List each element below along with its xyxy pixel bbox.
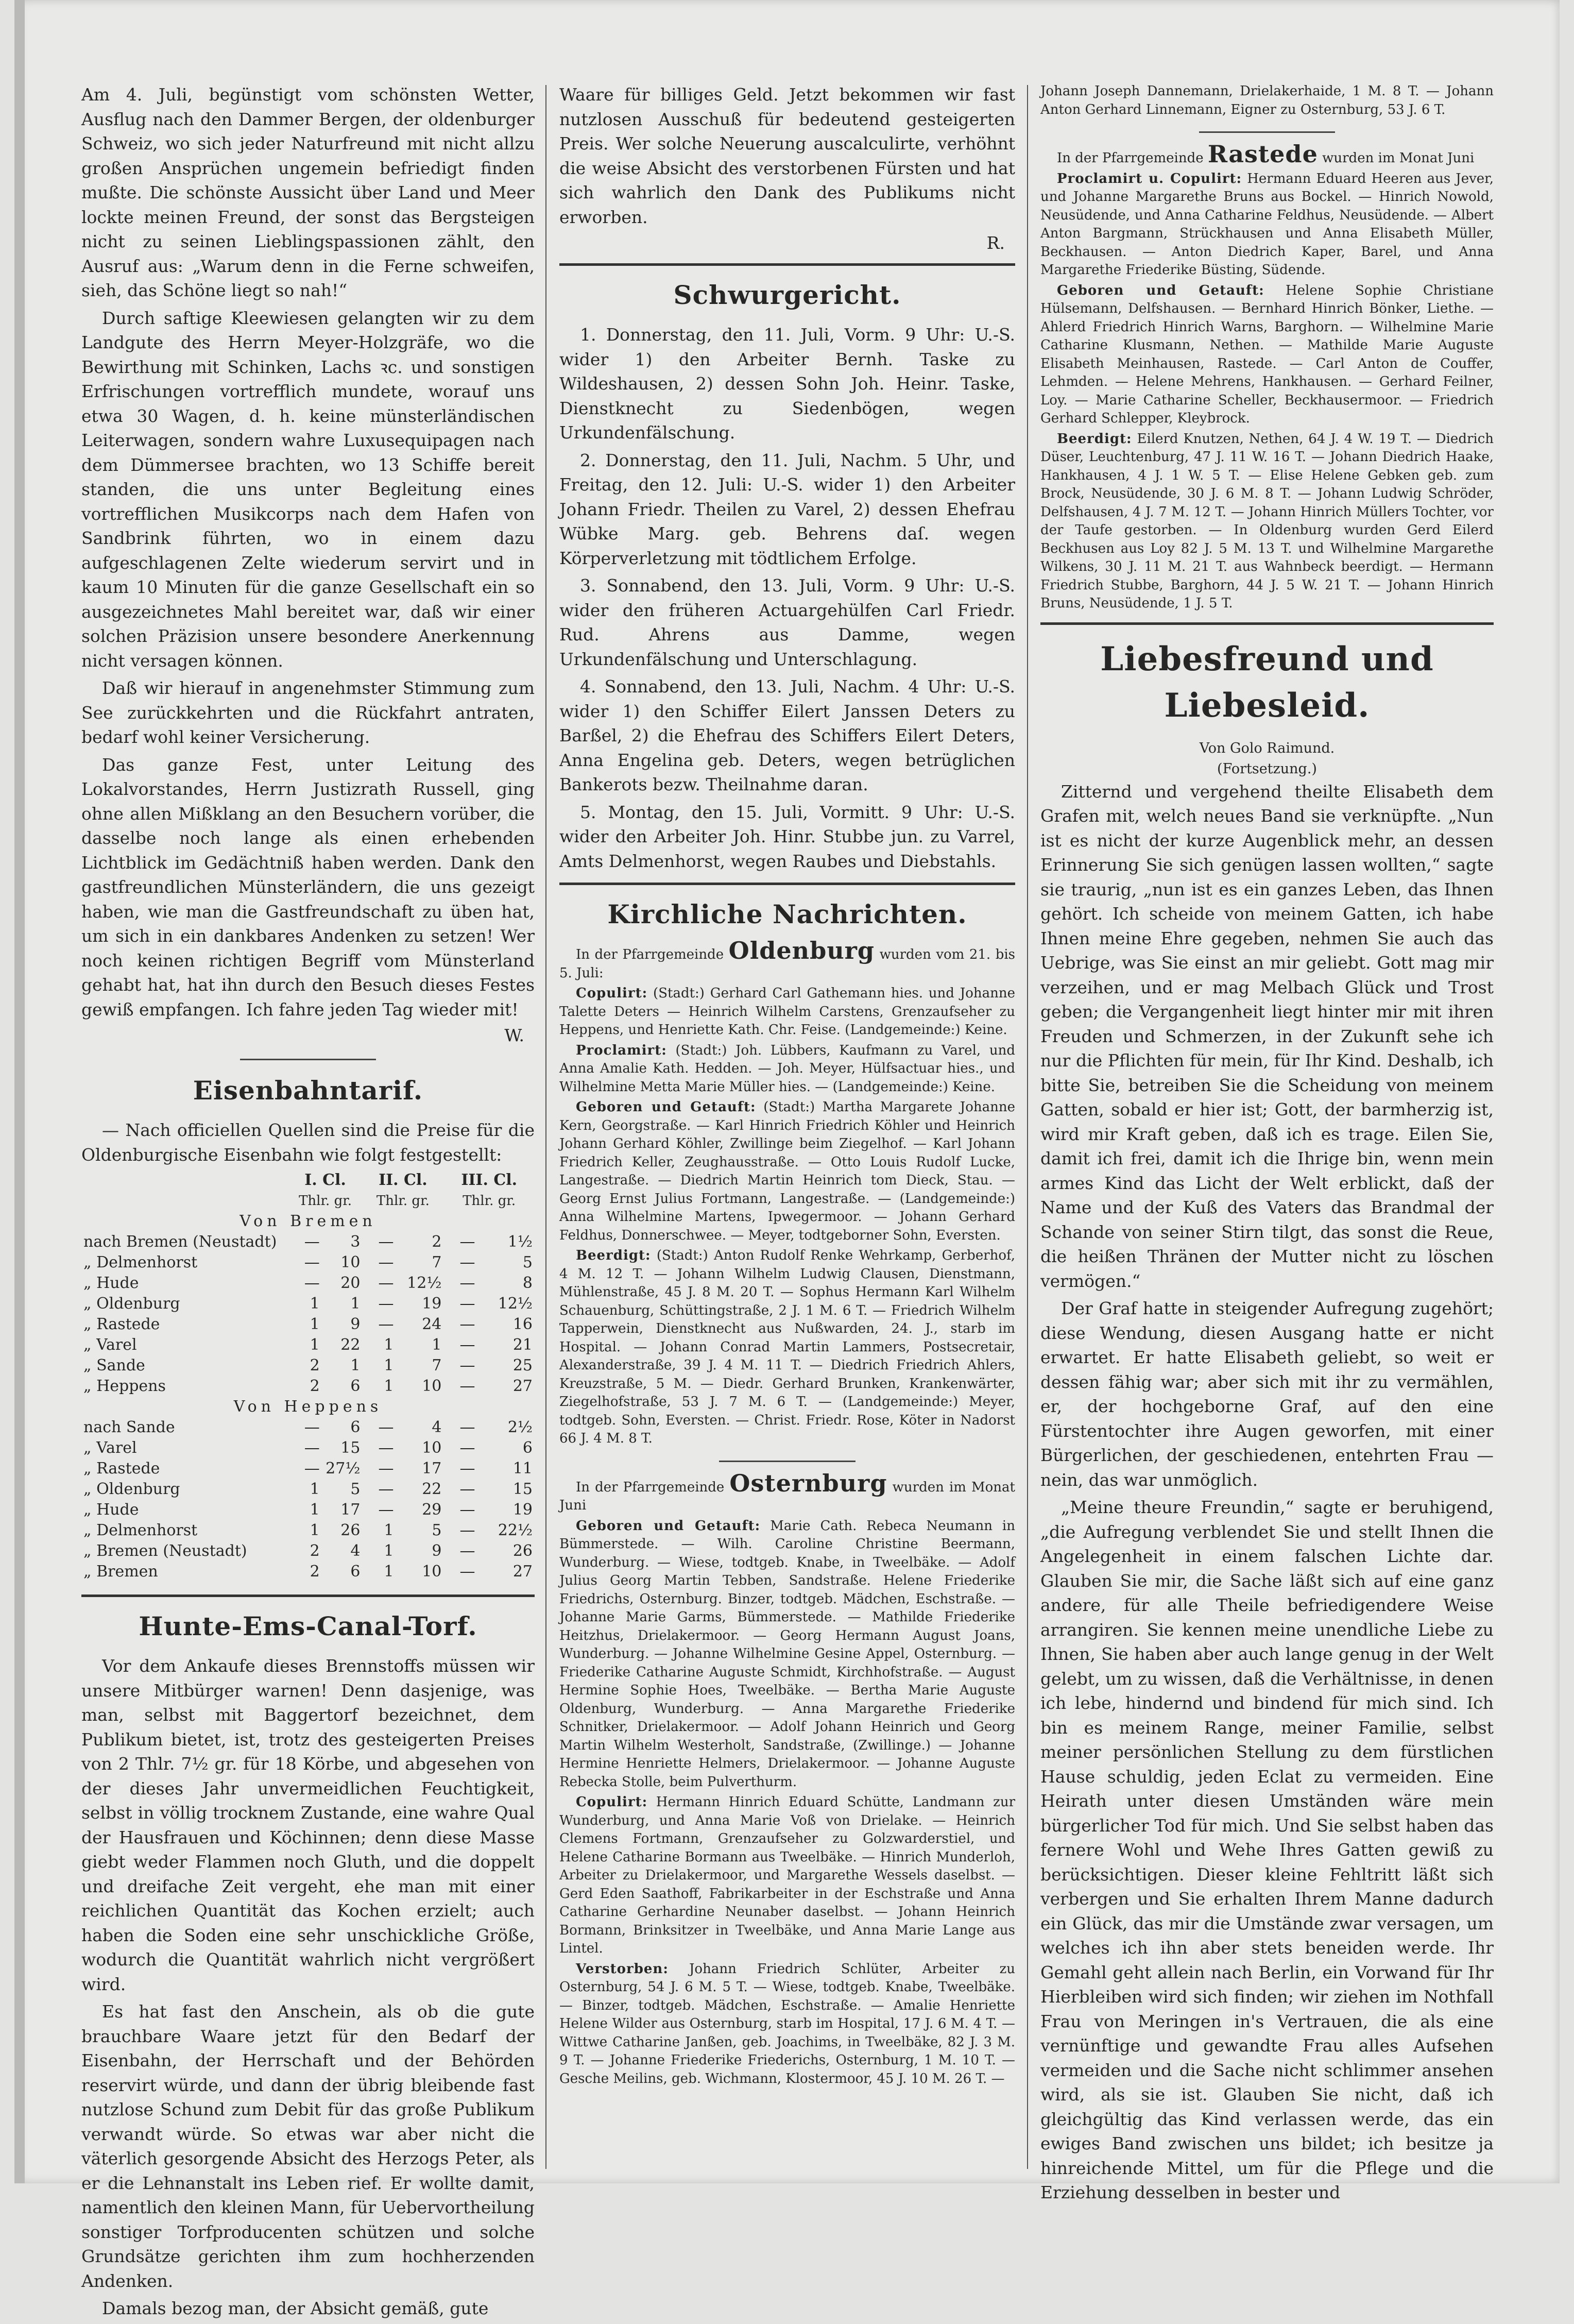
fare-cell: —	[304, 1439, 320, 1457]
fare-cell: 27	[512, 1563, 533, 1581]
fare-row	[81, 1335, 535, 1355]
fare-row	[81, 1500, 535, 1520]
fare-cell: 1	[384, 1356, 394, 1375]
fare-cell: 6	[350, 1377, 361, 1395]
destination-cell: „ Delmenhorst	[83, 1521, 198, 1539]
fare-cell: —	[459, 1315, 475, 1333]
destination-cell: „ Varel	[83, 1336, 137, 1354]
fare-cell: —	[459, 1253, 475, 1271]
destination-cell: „ Rastede	[83, 1315, 160, 1333]
fare-cell: 26	[512, 1542, 533, 1560]
unit-header: Thlr. gr.	[299, 1193, 352, 1209]
fare-cell: —	[378, 1315, 394, 1333]
entry-label: Proclamirt:	[576, 1042, 667, 1058]
newspaper-page	[14, 0, 1560, 2318]
court-case: 2. Donnerstag, den 11. Juli, Nachm. 5 Uhr, und Freitag, den 12. Juli: U.-S. wider 1) den Arbeiter Johann Friedr. Theilen zu Varel, 2) dessen Ehefrau Wübke Marg. geb. Behrens daſ. wegen Körperverletzung mit tödtlichem Erfolge.	[559, 450, 1015, 568]
fare-cell: —	[304, 1233, 320, 1251]
divider	[1040, 622, 1494, 625]
section-heading: Hunte-Ems-Canal-Torf.	[139, 1611, 477, 1641]
fare-cell: 1	[432, 1336, 442, 1354]
destination-cell: „ Sande	[83, 1356, 145, 1375]
fare-row	[81, 1438, 535, 1458]
paragraph: Damals bezog man, der Absicht gemäß, gute	[102, 2298, 489, 2318]
destination-cell: „ Bremen (Neustadt)	[83, 1542, 247, 1560]
destination-cell: nach Bremen (Neustadt)	[83, 1233, 277, 1251]
paragraph: Es hat fast den Anschein, als ob die gute brauchbare Waare jetzt für den Bedarf der Eisenbahn, der Herrschaft und der Behörden reservirt würde, und dann der übrig bleibende fast nutzlose Schund zum Debit für das große Publikum verwandt würde. So etwas war aber nicht die väterlich gesorgende Absicht des Herzogs Peter, als er die Lehnanstalt ins Leben rief. Er wollte damit, namentlich den kleinen Mann, für Uebervortheilung sonstiger Torfproducenten schützen und solche Grundsätze gerichten ihm zum hochherzenden Andenken.	[81, 2001, 535, 2291]
parish-name: Oldenburg	[728, 937, 875, 964]
paragraph: „Meine theure Freundin,“ sagte er beruhigend, „die Aufregung verblendet Sie und stellt Ihnen die Angelegenheit in einem falschen Lichte dar. Glauben Sie mir, die Sache läßt sich auf eine ganz andere, für alle Theile befriedigendere Weise arrangiren. Sie kennen meine unendliche Liebe zu Ihnen, Sie haben aber auch lange genug in der Welt gelebt, um zu wissen, daß die Verhältnisse, in denen ich lebe, hindernd und bindend für mich sind. Ich bin es meinem Range, meiner Familie, selbst meiner persönlichen Stellung zu dem fürstlichen Hause schuldig, jeden Eclat zu vermeiden. Eine Heirath unter diesen Umständen wäre mein bürgerlicher Tod für mich. Und Sie selbst haben das fernere Wohl und Wehe Ihres Gatten gewiß zu berücksichtigen. Dieser kleine Fehltritt läßt sich verbergen und Sie erhalten Ihrem Manne dadurch ein Glück, das mir die Umstände zwar versagen, um welches ich ihn aber stets beneiden werde. Ihr Gemahl geht allein nach Berlin, ein Vorwand für Ihr Hierbleiben wird sich finden; wir ziehen im Nothfall Frau von Meringen in's Vertrauen, die als eine vernünftige und gewandte Frau alles Aufsehen vermeiden und die Sache nicht schlimmer ansehen wird, als sie ist. Glauben Sie nicht, daß ich gleichgültig das Kind verlassen werde, das ein ewiges Band zwischen uns bildet; ich besitze ja hinreichende Mittel, um für die Pflege und die Erziehung desselben in bester und	[1040, 1497, 1494, 2202]
destination-cell: „ Varel	[83, 1439, 137, 1457]
entry-label: Geboren und Getauft:	[1057, 282, 1264, 298]
column-rule	[545, 85, 546, 2169]
fare-cell: 22	[422, 1480, 442, 1498]
fare-cell: 5	[350, 1480, 361, 1498]
fare-cell: —	[459, 1521, 475, 1539]
parish-intro	[559, 937, 1015, 982]
parish-intro-text: In der Pfarrgemeinde	[1057, 150, 1204, 166]
feuilleton-article	[1040, 636, 1494, 2205]
entry-label: Copulirt:	[576, 1794, 648, 1810]
destination-cell: „ Oldenburg	[83, 1295, 180, 1313]
fare-cell: 1	[310, 1295, 320, 1313]
fare-cell: —	[459, 1563, 475, 1581]
register-entry	[559, 1793, 1015, 1958]
fare-cell: —	[459, 1542, 475, 1560]
fare-cell: 2	[432, 1233, 442, 1251]
fare-cell: —	[304, 1460, 320, 1478]
divider	[719, 1461, 856, 1462]
fare-cell: —	[378, 1253, 394, 1271]
parish-intro-text: wurden im Monat Juni	[1322, 150, 1475, 166]
unit-header: Thlr. gr.	[463, 1193, 516, 1209]
fare-cell: 12½	[407, 1274, 442, 1292]
eisenbahntarif-article	[81, 1073, 535, 1582]
fare-cell: 10	[340, 1253, 361, 1271]
register-entry	[1040, 430, 1494, 613]
register-entry	[1040, 282, 1494, 428]
fare-cell: 22	[340, 1336, 361, 1354]
fare-cell: —	[304, 1274, 320, 1292]
entry-label: Copulirt:	[576, 986, 648, 1001]
fare-cell: —	[378, 1480, 394, 1498]
register-entry	[559, 1960, 1015, 2089]
fare-cell: 24	[422, 1315, 442, 1333]
parish-intro	[1040, 140, 1494, 168]
entry-label: Beerdigt:	[576, 1248, 651, 1263]
paragraph: Daß wir hierauf in angenehmster Stimmung zum See zurückkehrten und die Rückfahrt antraten, bedarf wohl keiner Versicherung.	[81, 678, 535, 747]
fare-cell: 29	[422, 1501, 442, 1519]
story-author: Von Golo Raimund.	[1199, 740, 1335, 756]
register-entry	[1040, 170, 1494, 280]
origin-label: Von Bremen	[239, 1212, 377, 1230]
register-entry	[559, 985, 1015, 1040]
entry-label: Geboren und Getauft:	[576, 1099, 756, 1115]
destination-cell: „ Bremen	[83, 1563, 158, 1581]
fare-cell: 7	[432, 1253, 442, 1271]
fare-cell: 16	[512, 1315, 533, 1333]
section-heading: Schwurgericht.	[673, 280, 901, 310]
entry-text: Helene Sophie Christiane Hülsemann, Delfshausen. — Bernhard Hinrich Bönker, Liethe. — Ahlerd Friedrich Hinrich Warns, Barghorn. — Wilhelmine Marie Catharine Klusmann, Nethen. — Mathilde Marie Auguste Elisabeth Meinhausen, Rastede. — Carl Anton de Couffer, Lehmden. — Helene Mehrens, Hankhausen. — Gerhard Feilner, Loy. — Marie Catharine Scheller, Beckhausermoor. — Friedrich Gerhard Schlepper, Kleybrock.	[1040, 282, 1494, 426]
fare-cell: 1	[384, 1377, 394, 1395]
section-heading: Eisenbahntarif.	[193, 1075, 423, 1106]
fare-cell: 1	[310, 1501, 320, 1519]
fare-cell: 27½	[326, 1460, 361, 1478]
unit-header: Thlr. gr.	[376, 1193, 430, 1209]
parish-intro-text: In der Pfarrgemeinde	[576, 1479, 725, 1495]
signature: W.	[504, 1025, 524, 1045]
fare-cell: —	[378, 1439, 394, 1457]
parish-intro	[559, 1469, 1015, 1515]
destination-cell: „ Oldenburg	[83, 1480, 180, 1498]
fare-cell: 4	[350, 1542, 361, 1560]
fare-cell: —	[378, 1501, 394, 1519]
column-3	[1040, 82, 1494, 2208]
divider	[1199, 131, 1335, 133]
fare-cell: —	[459, 1439, 475, 1457]
fare-cell: 7	[432, 1356, 442, 1375]
register-entry	[559, 1098, 1015, 1245]
fare-cell: 17	[340, 1501, 361, 1519]
entry-label: Verstorben:	[576, 1961, 669, 1977]
parish-name: Rastede	[1207, 140, 1318, 168]
fare-cell: 6	[522, 1439, 533, 1457]
fare-row	[81, 1314, 535, 1335]
fare-cell: 2½	[507, 1418, 533, 1436]
fare-cell: 1	[384, 1336, 394, 1354]
paragraph: Zitternd und vergehend theilte Elisabeth dem Grafen mit, welch neues Band sie verknüpfte. „Nun ist es nicht der kurze Augenblick mehr, an dessen Erinnerung Sie sich genügen lassen wollten,“ sagte sie traurig, „nun ist es ein ganzes Leben, das Ihnen gehört. Ich scheide von meinem Gatten, ich habe Ihnen meine Ehre gegeben, nehmen Sie auch das Uebrige, was Sie einst an mir geliebt. Gott mag mir verzeihen, und er mag Melbach Glück und Trost geben; die Vergangenheit liegt hinter mir mit ihren Freuden und Schmerzen, in der Zukunft sehe ich nur die Pflichten für mein, für Ihr Kind. Deshalb, ich bitte Sie, betreiben Sie die Scheidung von meinem Gatten, sobald er hier ist; Gott, der barmherzig ist, wird mir Kraft geben, daß ich es trage. Eilen Sie, damit ich frei, damit ich die Ihrige bin, wenn mein armes Kind das Licht der Welt erblickt, daß der Name und der Kuß des Vaters das Brandmal der Schande von seiner Stirn tilgt, das sonst die Reue, die heißen Thränen der Mutter nicht zu löschen vermögen.“	[1040, 781, 1494, 1291]
destination-cell: „ Rastede	[83, 1460, 160, 1478]
fare-cell: 11	[512, 1460, 533, 1478]
fare-row	[81, 1562, 535, 1582]
paragraph: Der Graf hatte in steigender Aufregung zugehört; diese Wendung, diesen Ausgang hatte er nicht erwartet. Er hatte Elisabeth geliebt, so weit er dessen fähig war; aber sich mit ihr zu vermählen, er, der hochgeborne Graf, auf den eine Fürstentochter ihre Augen geworfen, mit einer Bürgerlichen, der geschiedenen, entehrten Frau — nein, das war unmöglich.	[1040, 1298, 1494, 1490]
fare-cell: —	[459, 1356, 475, 1375]
entry-text: (Stadt:) Joh. Lübbers, Kaufmann zu Varel, und Anna Amalie Kath. Hedden. — Joh. Meyer, Hülfsactuar hies., und Wilhelmine Metta Marie Müller hies. — (Landgemeinde:) Keine.	[559, 1042, 1015, 1095]
story-continuation-note: (Fortsetzung.)	[1217, 760, 1317, 777]
paragraph: Durch saftige Kleewiesen gelangten wir zu dem Landgute des Herrn Meyer-Holzgräfe, wo die Bewirthung mit Schinken, Lachs ꝛc. und sonstigen Erfrischungen vortrefflich mundete, worauf uns etwa 30 Wagen, d. h. keine münsterländischen Leiterwagen, sondern wahre Luxusequipagen nach dem Dümmersee brachten, wo 13 Schiffe bereit standen, die uns unter Begleitung eines vortrefflichen Musikcorps nach dem Hafen von Sandbrink führten, wo in einem dazu aufgeschlagenen Zelte wiederum servirt und in kaum 10 Minuten für die ganze Gesellschaft ein so ausgezeichnetes Mahl bereitet war, daß wir einer solchen Präzision unsere besondere Anerkennung nicht versagen können.	[81, 308, 535, 671]
fare-cell: —	[304, 1418, 320, 1436]
fare-cell: 9	[432, 1542, 442, 1560]
fare-cell: —	[378, 1233, 394, 1251]
fare-cell: 5	[522, 1253, 533, 1271]
fare-cell: —	[459, 1501, 475, 1519]
register-entry	[559, 1517, 1015, 1792]
entry-label: Geboren und Getauft:	[576, 1518, 761, 1534]
fare-cell: 17	[422, 1460, 442, 1478]
fare-cell: —	[378, 1295, 394, 1313]
fare-cell: 1	[310, 1315, 320, 1333]
fare-cell: —	[459, 1418, 475, 1436]
fare-cell: —	[378, 1460, 394, 1478]
fare-cell: 2	[310, 1356, 320, 1375]
entry-text: (Stadt:) Gerhard Carl Gathemann hies. und Johanne Talette Deters — Heinrich Wilhelm Carstens, Grenzaufseher zu Heppens, und Henriette Kath. Chr. Feise. (Landgemeinde:) Keine.	[559, 986, 1015, 1038]
fare-cell: 8	[522, 1274, 533, 1292]
fare-cell: 10	[422, 1439, 442, 1457]
fare-cell: —	[304, 1253, 320, 1271]
story-title: Liebesfreund und Liebesleid.	[1100, 639, 1434, 725]
binding-edge	[14, 0, 25, 2183]
fare-row	[81, 1232, 535, 1252]
paragraph: Waare für billiges Geld. Jetzt bekommen wir fast nutzlosen Ausschuß für bedeutend gesteigerten Preis. Wer solche Neuerung auscalculirte, verhöhnt die weise Absicht des verstorbenen Fürsten und hat sich wahrlich den Dank des Publikums nicht erworben.	[559, 84, 1015, 227]
entry-text: Eilerd Knutzen, Nethen, 64 J. 4 W. 19 T. — Diedrich Düser, Leuchtenburg, 47 J. 11 W. 16 T. — Johann Diedrich Haake, Hankhausen, 4 J. 1 W. 5 T. — Elise Helene Gebken geb. zum Brock, Neusüdende, 30 J. 6 M. 8 T. — Johann Ludwig Schröder, Delfshausen, 4 J. 7 M. 12 T. — Johann Hinrich Müllers Tochter, vor der Taufe gestorben. — In Oldenburg wurden Gerd Eilerd Beckhusen aus Loy 82 J. 5 M. 13 T. und Wilhelmine Margarethe Wilkens, 30 J. 11 M. 21 T. aus Wahnbeck beerdigt. — Hermann Friedrich Stubbe, Barghorn, 44 J. 5 W. 21 T. — Johann Hinrich Bruns, Neusüdende, 1 J. 5 T.	[1040, 431, 1494, 611]
fare-cell: 3	[350, 1233, 361, 1251]
fare-row	[81, 1479, 535, 1500]
column-2	[559, 82, 1015, 2090]
destination-cell: „ Hude	[83, 1501, 139, 1519]
torf-article	[81, 1608, 535, 2321]
fare-cell: 1	[384, 1521, 394, 1539]
fare-cell: 15	[340, 1439, 361, 1457]
class-header: II. Cl.	[379, 1171, 427, 1189]
fare-cell: 4	[432, 1418, 442, 1436]
parish-name: Osternburg	[729, 1469, 887, 1497]
fare-cell: 1	[310, 1521, 320, 1539]
fare-cell: 1	[384, 1542, 394, 1560]
fare-cell: —	[459, 1233, 475, 1251]
parish-intro-text: wurden im Monat Juni	[559, 1479, 1015, 1513]
fare-cell: —	[459, 1480, 475, 1498]
section-heading: Kirchliche Nachrichten.	[607, 899, 967, 929]
fare-cell: 20	[340, 1274, 361, 1292]
paragraph: Am 4. Juli, begünstigt vom schönsten Wetter, Ausflug nach den Dammer Bergen, der oldenburger Schweiz, wo sich jeder Naturfreund mit nicht allzu großen Ansprüchen ungemein befriedigt finden mußte. Die schönste Aussicht über Land und Meer lockte meinen Freund, der sonst das Bergsteigen nicht zu seinen Lieblingspassionen zählt, den Ausruf aus: „Warum denn in die Ferne schweifen, sieh, das Schöne liegt so nah!“	[81, 84, 535, 300]
court-case: 4. Sonnabend, den 13. Juli, Nachm. 4 Uhr: U.-S. wider 1) den Schiffer Eilert Janssen Deters zu Barßel, 2) die Ehefrau des Schiffers Eilert Deters, Anna Engelina geb. Deters, wegen betrüglichen Bankerots bezw. Theilnahme daran.	[559, 676, 1015, 794]
register-entry	[559, 1042, 1015, 1097]
fare-table	[81, 1170, 535, 1582]
fare-cell: 22½	[498, 1521, 533, 1539]
fare-cell: —	[378, 1274, 394, 1292]
fare-cell: —	[459, 1274, 475, 1292]
signature: R.	[986, 233, 1005, 253]
divider	[559, 263, 1015, 266]
fare-cell: 25	[512, 1356, 533, 1375]
fare-cell: 1	[350, 1356, 361, 1375]
fare-row	[81, 1376, 535, 1397]
court-case: 1. Donnerstag, den 11. Juli, Vorm. 9 Uhr: U.-S. wider 1) den Arbeiter Bernh. Taske zu Wildeshausen, 2) dessen Sohn Joh. Heinr. Taske, Dienstknecht zu Siedenbögen, wegen Urkundenfälschung.	[559, 325, 1015, 443]
entry-text: Hermann Eduard Heeren aus Jever, und Johanne Margarethe Bruns aus Bockel. — Hinrich Nowold, Neusüdende, und Anna Catharine Feldhus, Neusüdende. — Albert Anton Bargmann, Strückhausen und Anna Elisabeth Müller, Beckhausen. — Anton Diedrich Kaper, Barel, und Anna Margarethe Friederike Büsting, Südende.	[1040, 171, 1494, 278]
entry-text: (Stadt:) Anton Rudolf Renke Wehrkamp, Gerberhof, 4 M. 12 T. — Johann Wilhelm Ludwig Clausen, Dienstmann, Mühlenstraße, 45 J. 8 M. 20 T. — Sophus Hermann Karl Wilhelm Schauenburg, Schüttingstraße, 2 J. 1 M. 6 T. — Friedrich Wilhelm Tapperwein, Dienstknecht aus Nußwarden, 24. J., starb im Hospital. — Johann Conrad Martin Lammers, Postsecretair, Alexanderstraße, 39 J. 4 M. 11 T. — Diedrich Friedrich Ahlers, Kreuzstraße, 5 M. — Diedr. Gerhard Brunken, Krankenwärter, Ziegelhofstraße, 53 J. 7 M. 6 T. — (Landgemeinde:) Meyer, todtgeb. Sohn, Eversten. — Christ. Friedr. Rose, Köter in Nadorst 66 J. 4 M. 8 T.	[559, 1248, 1016, 1446]
fare-cell: 6	[350, 1418, 361, 1436]
fare-cell: 1	[310, 1480, 320, 1498]
ausflug-article	[81, 82, 535, 1046]
fare-row	[81, 1294, 535, 1314]
fare-cell: —	[459, 1460, 475, 1478]
entry-text: (Stadt:) Martha Margarete Johanne Kern, Georgstraße. — Karl Hinrich Friedrich Köhler und Heinrich Johann Gerhard Köhler, Zwillinge beim Ziegelhof. — Karl Johann Friedrich Keller, Zeughausstraße. — Otto Louis Rudolf Lucke, Langestraße. — Diedrich Martin Heinrich tom Dieck, Stau. — Georg Ernst Julius Fortmann, Langestraße. — (Landgemeinde:) Anna Wilhelmine Martens, Ipwegermoor. — Johann Gerhard Feldhus, Donnerschwee. — Meyer, todtgeborner Sohn, Eversten.	[559, 1099, 1015, 1243]
fare-cell: 10	[422, 1563, 442, 1581]
fare-row	[81, 1273, 535, 1294]
fare-cell: 9	[350, 1315, 361, 1333]
fare-cell: 1	[350, 1295, 361, 1313]
destination-cell: nach Sande	[83, 1418, 175, 1436]
destination-cell: „ Heppens	[83, 1377, 166, 1395]
divider	[559, 883, 1015, 885]
kirchliche-nachrichten	[559, 896, 1015, 2088]
divider	[81, 1594, 535, 1597]
fare-cell: 26	[340, 1521, 361, 1539]
column-rule	[1027, 85, 1028, 2169]
parish-intro-text: In der Pfarrgemeinde	[576, 947, 724, 962]
fare-cell: 21	[512, 1336, 533, 1354]
fare-row	[81, 1458, 535, 1479]
court-case: 5. Montag, den 15. Juli, Vormitt. 9 Uhr: U.-S. wider den Arbeiter Joh. Hinr. Stubbe jun. zu Varrel, Amts Delmenhorst, wegen Raubes und Diebstahls.	[559, 802, 1015, 871]
class-header: III. Cl.	[461, 1171, 518, 1189]
fare-cell: 15	[512, 1480, 533, 1498]
entry-text: Marie Cath. Rebeca Neumann in Bümmerstede. — Wilh. Caroline Christine Beermann, Wunderburg. — Wiese, todtgeb. Knabe, in Tweelbäke. — Adolf Julius Georg Martin Tebben, Sandstraße. Helene Friederike Friedrichs, Osternburg. Binzer, todtgeb. Mädchen, Eschstraße. — Johanne Marie Garms, Bümmerstede. — Mathilde Friederike Heitzhus, Drielakermoor. — Georg Hermann August Joans, Wunderburg. — Johanne Wilhelmine Gesine Appel, Osternburg. — Friederike Catharine Auguste Schmidt, Kirchhofstraße. — August Hermine Sophie Hoes, Tweelbäke. — Bertha Marie Auguste Oldenburg, Wunderburg. — Anna Margarethe Friederike Schnitker, Drielakermoor. — Adolf Johann Heinrich und Georg Martin Wilhelm Westerholt, Sandstraße, (Zwillinge.) — Johanne Hermine Henriette Helmers, Drielakermoor. — Johanne Auguste Rebecka Stolle, beim Pulverthurm.	[559, 1518, 1015, 1790]
fare-cell: 2	[310, 1377, 320, 1395]
fare-cell: —	[459, 1295, 475, 1313]
fare-cell: 2	[310, 1542, 320, 1560]
fare-cell: 6	[350, 1563, 361, 1581]
register-entry	[559, 1247, 1015, 1448]
origin-label: Von Heppens	[233, 1398, 383, 1416]
schwurgericht-article	[559, 277, 1015, 873]
court-case: 3. Sonnabend, den 13. Juli, Vorm. 9 Uhr: U.-S. wider den früheren Actuargehülfen Carl Friedr. Rud. Ahrens aus Damme, wegen Urkundenfälschung und Unterschlagung.	[559, 575, 1015, 669]
fare-cell: 19	[422, 1295, 442, 1313]
fare-row	[81, 1541, 535, 1562]
fare-row	[81, 1355, 535, 1376]
fare-cell: —	[378, 1418, 394, 1436]
entry-text: Hermann Hinrich Eduard Schütte, Landmann zur Wunderburg, und Anna Marie Voß von Drielake. — Heinrich Clemens Fortmann, Grenzaufseher zu Golzwarderstiel, und Helene Catharine Bormann aus Tweelbäke. — Hinrich Munderloh, Arbeiter zu Drielakermoor, und Margarethe Wessels daselbst. — Gerd Eden Saathoff, Fabrikarbeiter in der Eschstraße und Anna Catharine Gerhardine Neunaber daselbst. — Johann Heinrich Bormann, Brinksitzer in Tweelbäke, und Anna Marie Lange aus Lintel.	[559, 1794, 1016, 1956]
fare-row	[81, 1520, 535, 1541]
fare-cell: 2	[310, 1563, 320, 1581]
paragraph: Das ganze Fest, unter Leitung des Lokalvorstandes, Herrn Justizrath Russell, ging ohne allen Mißklang an den Besuchern vorüber, die dasselbe noch lange als einen erhebenden Lichtblick im Gedächtniß haben werden. Dank den gastfreundlichen Münsterländern, die uns gezeigt haben, wie man die Gastfreundschaft zu üben hat, um sich in ein dankbares Andenken zu setzen! Wer noch keinen richtigen Begriff vom Münsterland gehabt hat, hat ihn durch den Besuch dieses Festes gewiß empfangen. Ich fahre jeden Tag wieder mit!	[81, 754, 535, 1020]
register-entry: Johann Joseph Dannemann, Drielakerhaide, 1 M. 8 T. — Johann Anton Gerhard Linnemann, Eigner zu Osternburg, 53 J. 6 T.	[1040, 83, 1494, 117]
destination-cell: „ Delmenhorst	[83, 1253, 198, 1271]
paragraph: Vor dem Ankaufe dieses Brennstoffs müssen wir unsere Mitbürger warnen! Denn dasjenige, was man, selbst mit Baggertorf bezeichnet, dem Publikum bietet, ist, trotz des gesteigerten Preises von 2 Thlr. 7½ gr. für 18 Körbe, und abgesehen von der dieses Jahr unvermeidlichen Feuchtigkeit, selbst in völlig trocknem Zustande, eine wahre Qual der Hausfrauen und Köchinnen; denn diese Masse giebt weder Flammen noch Gluth, und die doppelt und dreifache Zeit vergeht, ehe man mit einer reichlichen Quantität das Kochen erzielt; auch haben die Soden eine sehr unschickliche Größe, wodurch die Quantität wahrlich nicht vergrößert wird.	[81, 1656, 535, 1994]
fare-cell: 10	[422, 1377, 442, 1395]
destination-cell: „ Hude	[83, 1274, 139, 1292]
divider	[240, 1059, 376, 1060]
fare-cell: 19	[512, 1501, 533, 1519]
fare-cell: 1	[384, 1563, 394, 1581]
fare-cell: —	[459, 1377, 475, 1395]
fare-cell: 5	[432, 1521, 442, 1539]
parish-intro-text: wurden vom 21. bis 5. Juli:	[559, 947, 1015, 981]
class-header: I. Cl.	[304, 1171, 346, 1189]
fare-row	[81, 1417, 535, 1438]
fare-cell: 12½	[498, 1295, 533, 1313]
fare-cell: 1	[310, 1336, 320, 1354]
fare-row	[81, 1252, 535, 1273]
entry-label: Proclamirt u. Copulirt:	[1057, 171, 1242, 186]
fare-cell: 1½	[507, 1233, 533, 1251]
fare-cell: 27	[512, 1377, 533, 1395]
fare-cell: —	[459, 1336, 475, 1354]
paragraph: — Nach officiellen Quellen sind die Preise für die Oldenburgische Eisenbahn wie folgt festgestellt:	[81, 1120, 535, 1165]
entry-label: Beerdigt:	[1057, 431, 1132, 447]
entry-text: Johann Friedrich Schlüter, Arbeiter zu Osternburg, 54 J. 6 M. 5 T. — Wiese, todtgeb. Knabe, Tweelbäke. — Binzer, todtgeb. Mädchen, Eschstraße. — Amalie Henriette Helene Wilder aus Osternburg, starb im Hospital, 17 J. 6 M. 4 T. — Wittwe Catharine Janßen, geb. Joachims, in Tweelbäke, 82 J. 3 M. 9 T. — Johanne Friederike Friederichs, Osternburg, 1 M. 10 T. — Gesche Meilins, geb. Wichmann, Klostermoor, 45 J. 10 M. 26 T. —	[559, 1961, 1015, 2086]
column-1	[81, 82, 535, 2324]
